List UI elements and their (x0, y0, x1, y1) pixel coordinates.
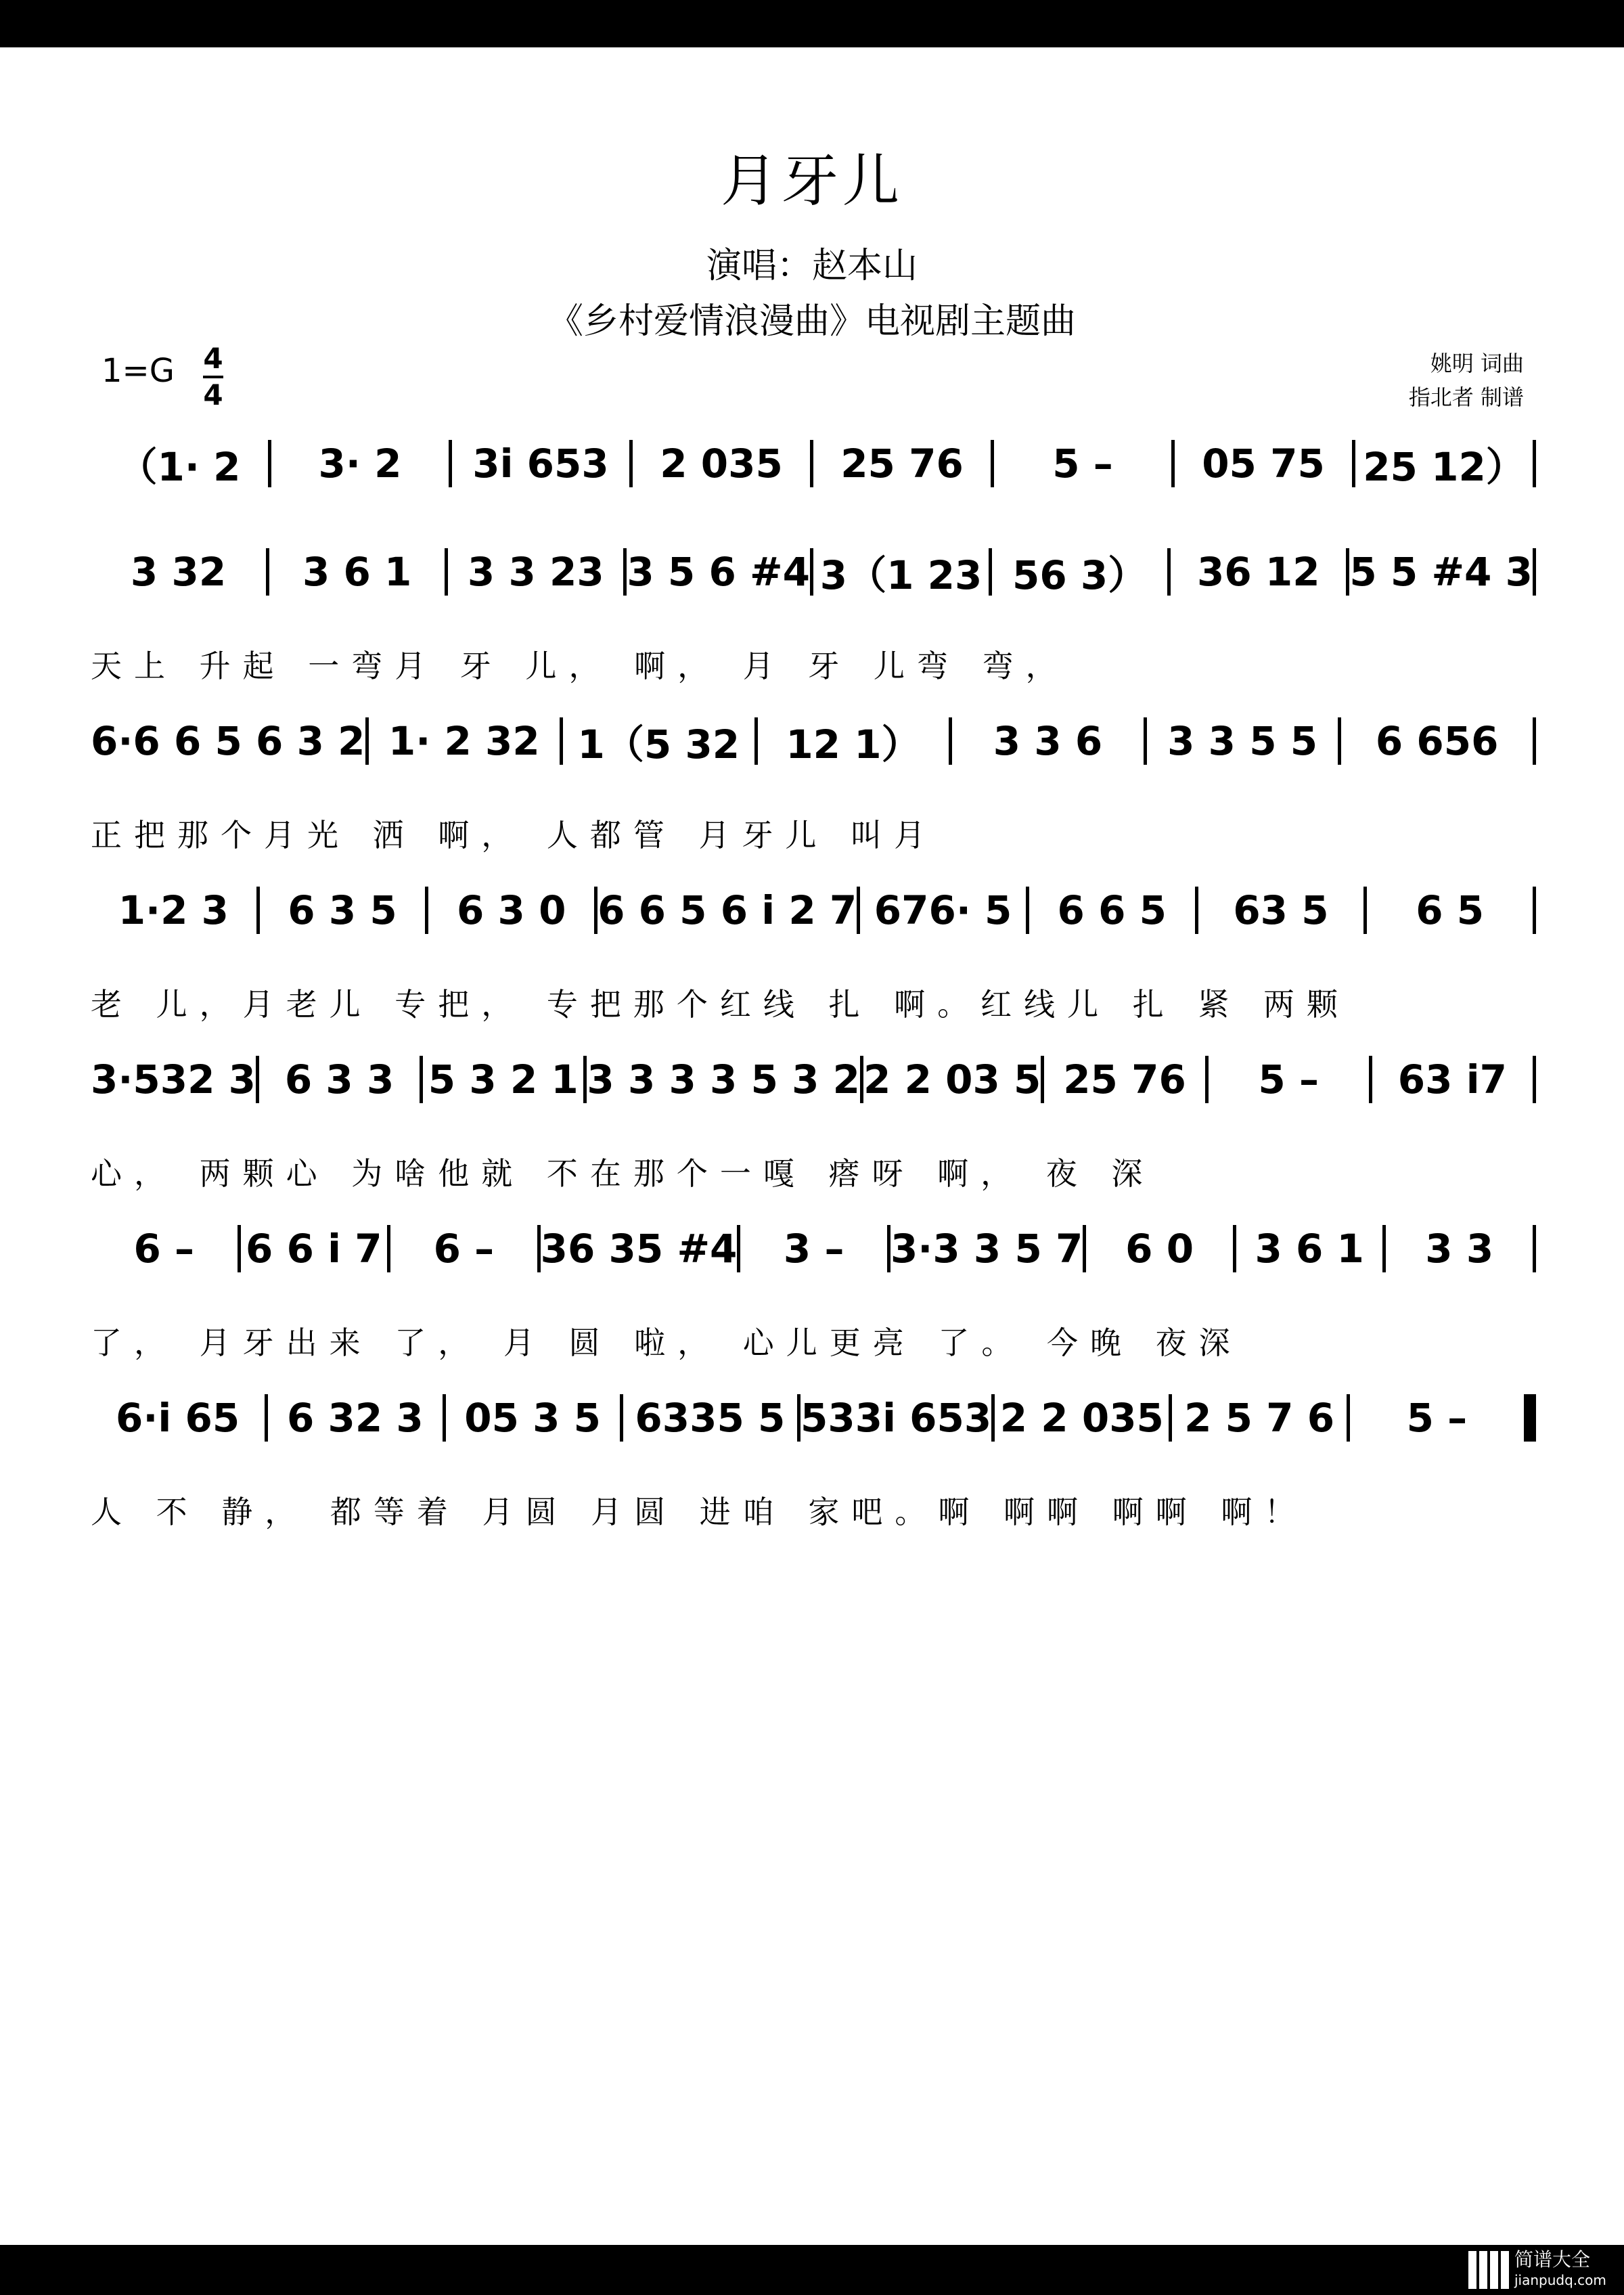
measure: 3 6 1 (302, 549, 412, 595)
barline (1533, 440, 1536, 487)
measure: 6 – (133, 1226, 195, 1272)
measure: 3 5 6 #4 (627, 549, 810, 595)
measure: 5 5 #4 3 (1349, 549, 1533, 595)
measure: 6 32 3 (286, 1395, 424, 1441)
measure: 3 32 (130, 549, 227, 595)
lyric-line: 老 儿，月老儿 专把， 专把那个红线 扎 啊。红线儿 扎 紧 两颗 (91, 986, 1350, 1023)
measure: 6·i 65 (116, 1395, 240, 1441)
measure: 3·3 3 5 7 (890, 1226, 1083, 1272)
measure: 6 5 (1416, 887, 1485, 933)
notation-row (91, 548, 1536, 596)
lyric-line: 天上 升起 一弯月 牙 儿， 啊， 月 牙 儿弯 弯， (91, 648, 1069, 684)
notation-row (91, 1056, 1536, 1103)
measure: 3· 2 (318, 441, 402, 487)
credit-notation: 指北者 制谱 (1408, 384, 1524, 410)
measure: 6 6 i 7 (246, 1226, 382, 1272)
measure: 3 3 (1425, 1226, 1494, 1272)
meter-bottom: 4 (203, 378, 223, 411)
measure: 6 3 3 (284, 1056, 394, 1102)
singer-line: 演唱：赵本山 (706, 246, 918, 286)
lyric-line: 人 不 静， 都等着 月圆 月圆 进咱 家吧。啊 啊啊 啊啊 啊！ (91, 1494, 1308, 1530)
notation-row (91, 440, 1536, 487)
measure: 1· 2 32 (388, 718, 540, 764)
measure: 25 76 (840, 441, 964, 487)
measure: 2 2 03 5 (863, 1056, 1041, 1102)
barline (1533, 1225, 1536, 1272)
barline (1533, 1056, 1536, 1103)
credit-lyrics: 姚明 词曲 (1430, 351, 1524, 376)
measure: 533i 653 (800, 1395, 992, 1441)
measure: 3·532 3 (91, 1056, 256, 1102)
measure: 676· 5 (874, 887, 1012, 933)
measure: 05 75 (1202, 441, 1325, 487)
measure: （1· 2 (118, 444, 241, 487)
measure: 3 6 1 (1255, 1226, 1364, 1272)
bottom-black-bar (0, 2245, 1624, 2295)
measure: 5 3 2 1 (428, 1056, 579, 1102)
measure: 6335 5 (635, 1395, 786, 1441)
final-barline (1524, 1394, 1536, 1442)
measure: 6 6 5 (1057, 887, 1167, 933)
barline (1533, 717, 1536, 765)
measure: 6 – (433, 1226, 495, 1272)
measure: 3i 653 (472, 441, 609, 487)
measure: 6 3 5 (288, 887, 397, 933)
measure: 3 3 6 (993, 718, 1103, 764)
lyric-line: 正把那个月光 洒 啊， 人都管 月牙儿 叫月 (91, 817, 938, 853)
piano-keys-icon (1468, 2251, 1509, 2289)
measure: 36 12 (1196, 549, 1320, 595)
measure: 6 656 (1375, 718, 1499, 764)
measure: 63 5 (1233, 887, 1329, 933)
song-title: 月牙儿 (720, 148, 903, 214)
measure: 2 035 (660, 441, 783, 487)
measure: 56 3） (1012, 552, 1148, 596)
notation-row (91, 887, 1536, 934)
barline (1533, 548, 1536, 596)
measure: 25 12） (1363, 444, 1525, 487)
measure: 2 5 7 6 (1184, 1395, 1335, 1441)
meter-top: 4 (203, 342, 223, 375)
notation-row (91, 1225, 1536, 1272)
measure: 3 3 3 3 5 3 2 (587, 1056, 861, 1102)
measure: 6 3 0 (456, 887, 566, 933)
measure: 25 76 (1063, 1056, 1186, 1102)
measure: 2 2 035 (999, 1395, 1164, 1441)
lyric-line: 了， 月牙出来 了， 月 圆 啦， 心儿更亮 了。 今晚 夜深 (91, 1324, 1242, 1361)
measure: 3 – (783, 1226, 844, 1272)
measure: 5 – (1258, 1056, 1319, 1102)
key-signature: 1=G (102, 352, 175, 390)
measure: 6 0 (1125, 1226, 1194, 1272)
measure: 36 35 #4 (540, 1226, 738, 1272)
notation-row (91, 717, 1536, 765)
subtitle-line: 《乡村爱情浪漫曲》电视剧主题曲 (547, 301, 1076, 342)
notation-row (91, 1394, 1536, 1442)
logo-name: 简谱大全 (1514, 2248, 1591, 2271)
measure: 3（1 23 (819, 552, 983, 596)
lyric-line: 心， 两颗心 为啥他就 不在那个一嘎 瘩呀 啊， 夜 深 (91, 1155, 1155, 1192)
site-logo (1468, 2246, 1610, 2294)
logo-url: jianpudq.com (1514, 2272, 1606, 2288)
measure: 5 – (1052, 441, 1113, 487)
measure: 05 3 5 (464, 1395, 602, 1441)
measure: 12 1） (786, 721, 921, 765)
measure: 63 i7 (1397, 1056, 1507, 1102)
measure: 3 3 23 (467, 549, 604, 595)
measure: 1·2 3 (118, 887, 229, 933)
measure: 6·6 6 5 6 3 2 (91, 718, 365, 764)
measure: 6 6 5 6 i 2 7 (597, 887, 857, 933)
measure: 1（5 32 (577, 721, 740, 765)
measure: 3 3 5 5 (1167, 718, 1318, 764)
measure: 5 – (1406, 1395, 1468, 1441)
barline (1533, 887, 1536, 934)
